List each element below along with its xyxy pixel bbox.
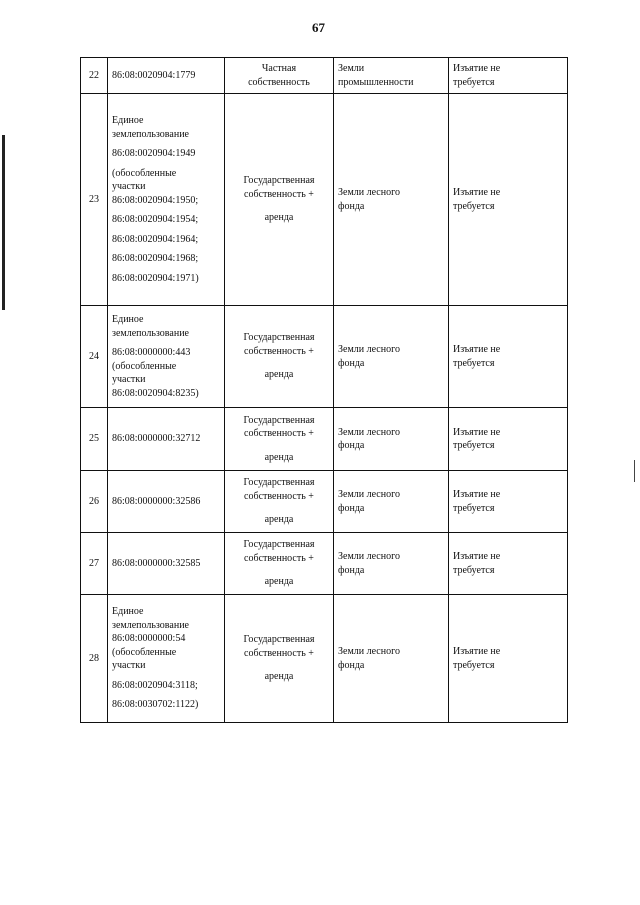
ownership-cell: [225, 58, 334, 94]
category-line: промышленности: [338, 76, 414, 88]
row-number-cell: 25: [81, 408, 108, 471]
ownership-line: собственность +: [244, 345, 314, 357]
action-line: Изъятие не: [453, 426, 501, 438]
ownership-cell: [225, 306, 334, 408]
ownership-line: собственность +: [244, 188, 314, 200]
scan-margin-mark: [2, 135, 5, 310]
ownership-line: аренда: [264, 212, 294, 224]
category-line: фонда: [338, 659, 365, 671]
cadastre-line: Единое: [112, 115, 144, 126]
ownership-line: Государственная: [243, 477, 315, 489]
cadastre-line: 86:08:0020904:1964;: [112, 233, 199, 245]
land-category-cell: [334, 595, 449, 723]
land-category-cell: [334, 94, 449, 306]
ownership-line: Государственная: [243, 539, 315, 551]
cadastre-line: 86:08:0020904:3118;: [112, 679, 198, 691]
row-number-cell: 28: [81, 595, 108, 723]
ownership-line: собственность +: [244, 428, 314, 440]
category-line: Земли лесного: [338, 646, 400, 657]
category-line: Земли лесного: [338, 426, 400, 438]
table-row: [81, 595, 568, 723]
table-row: [81, 471, 568, 533]
action-line: требуется: [453, 76, 495, 88]
cadastre-line: землепользование: [112, 619, 189, 631]
cadastral-number-cell: [108, 595, 225, 723]
ownership-line: Государственная: [243, 414, 315, 426]
cadastral-number-cell: [108, 58, 225, 94]
action-line: требуется: [453, 564, 495, 576]
category-line: Земли лесного: [338, 551, 400, 562]
category-line: фонда: [338, 200, 365, 212]
line-gap: [229, 565, 329, 575]
ownership-line: аренда: [264, 369, 294, 381]
row-number-cell: 24: [81, 306, 108, 408]
cadastre-line: участки: [112, 660, 146, 672]
seizure-status-cell: [449, 471, 568, 533]
ownership-line: Государственная: [243, 175, 315, 187]
cadastre-line: 86:08:0000000:32585: [112, 557, 201, 569]
ownership-line: аренда: [264, 576, 294, 588]
cadastre-line: Единое: [112, 314, 144, 325]
cadastral-number-cell: [108, 94, 225, 306]
cadastre-line: землепользование: [112, 128, 189, 140]
line-gap: [229, 503, 329, 513]
action-line: требуется: [453, 200, 495, 212]
cadastre-line: (обособленные: [112, 646, 177, 658]
land-category-cell: [334, 58, 449, 94]
seizure-status-cell: [449, 94, 568, 306]
ownership-line: собственность +: [244, 552, 314, 564]
table-body: [81, 58, 568, 723]
ownership-line: аренда: [264, 451, 294, 463]
cadastre-line: 86:08:0000000:54: [112, 633, 186, 645]
land-category-cell: [334, 471, 449, 533]
cadastre-line: 86:08:0020904:1949: [112, 148, 196, 159]
cadastral-number-cell: [108, 306, 225, 408]
category-line: Земли лесного: [338, 489, 400, 500]
seizure-status-cell: [449, 533, 568, 595]
land-category-cell: [334, 408, 449, 471]
table-row: [81, 533, 568, 595]
cadastre-line: 86:08:0020904:1971): [112, 272, 199, 284]
land-category-cell: [334, 306, 449, 408]
page-number: 67: [312, 20, 325, 35]
cadastre-line: 86:08:0020904:8235): [112, 387, 199, 399]
action-line: требуется: [453, 357, 495, 369]
ownership-line: собственность +: [244, 490, 314, 502]
action-line: Изъятие не: [453, 551, 501, 562]
line-gap: [229, 660, 329, 670]
cadastral-number-cell: [108, 408, 225, 471]
cadastral-number-cell: [108, 533, 225, 595]
table-row: [81, 408, 568, 471]
category-line: фонда: [338, 357, 365, 369]
cadastre-line: Единое: [112, 606, 144, 618]
cadastre-line: 86:08:0000000:443: [112, 347, 191, 358]
ownership-line: аренда: [264, 514, 294, 526]
cadastre-line: 86:08:0030702:1122): [112, 699, 199, 711]
ownership-line: аренда: [264, 671, 294, 683]
row-number-cell: 22: [81, 58, 108, 94]
cadastre-line: (обособленные: [112, 167, 177, 179]
category-line: фонда: [338, 502, 365, 514]
land-category-cell: [334, 533, 449, 595]
cadastre-line: участки: [112, 181, 146, 192]
cadastre-line: землепользование: [112, 327, 189, 339]
action-line: Изъятие не: [453, 63, 501, 74]
cadastre-line: 86:08:0020904:1779: [112, 69, 196, 81]
ownership-line: собственность +: [244, 647, 314, 659]
ownership-cell: [225, 408, 334, 471]
land-plots-table: [80, 57, 568, 723]
action-line: требуется: [453, 440, 495, 451]
ownership-cell: [225, 94, 334, 306]
cadastre-line: 86:08:0020904:1954;: [112, 214, 199, 225]
ownership-line: Государственная: [243, 634, 315, 646]
ownership-cell: [225, 471, 334, 533]
ownership-line: Государственная: [243, 332, 315, 344]
action-line: требуется: [453, 659, 495, 671]
ownership-cell: [225, 533, 334, 595]
seizure-status-cell: [449, 408, 568, 471]
cadastre-line: 86:08:0000000:32712: [112, 433, 201, 445]
scan-edge-mark: [634, 460, 635, 482]
category-line: фонда: [338, 440, 365, 451]
action-line: Изъятие не: [453, 344, 501, 355]
line-gap: [229, 441, 329, 451]
seizure-status-cell: [449, 306, 568, 408]
cadastre-line: 86:08:0000000:32586: [112, 495, 201, 507]
action-line: Изъятие не: [453, 489, 501, 500]
cadastre-line: (обособленные: [112, 360, 177, 372]
ownership-line: Частная: [261, 63, 297, 74]
row-number-cell: 27: [81, 533, 108, 595]
line-gap: [229, 358, 329, 368]
cadastre-line: участки: [112, 374, 146, 385]
category-line: Земли: [338, 63, 365, 74]
action-line: требуется: [453, 502, 495, 514]
category-line: Земли лесного: [338, 344, 400, 355]
action-line: Изъятие не: [453, 646, 501, 657]
table-row: [81, 306, 568, 408]
cadastre-line: 86:08:0020904:1950;: [112, 194, 199, 206]
category-line: Земли лесного: [338, 187, 400, 198]
table-row: [81, 58, 568, 94]
ownership-line: собственность: [248, 76, 310, 88]
row-number-cell: 26: [81, 471, 108, 533]
line-gap: [229, 201, 329, 211]
ownership-cell: [225, 595, 334, 723]
action-line: Изъятие не: [453, 187, 501, 198]
cadastre-line: 86:08:0020904:1968;: [112, 253, 199, 264]
seizure-status-cell: [449, 58, 568, 94]
cadastral-number-cell: [108, 471, 225, 533]
table-row: [81, 94, 568, 306]
row-number-cell: 23: [81, 94, 108, 306]
category-line: фонда: [338, 564, 365, 576]
seizure-status-cell: [449, 595, 568, 723]
